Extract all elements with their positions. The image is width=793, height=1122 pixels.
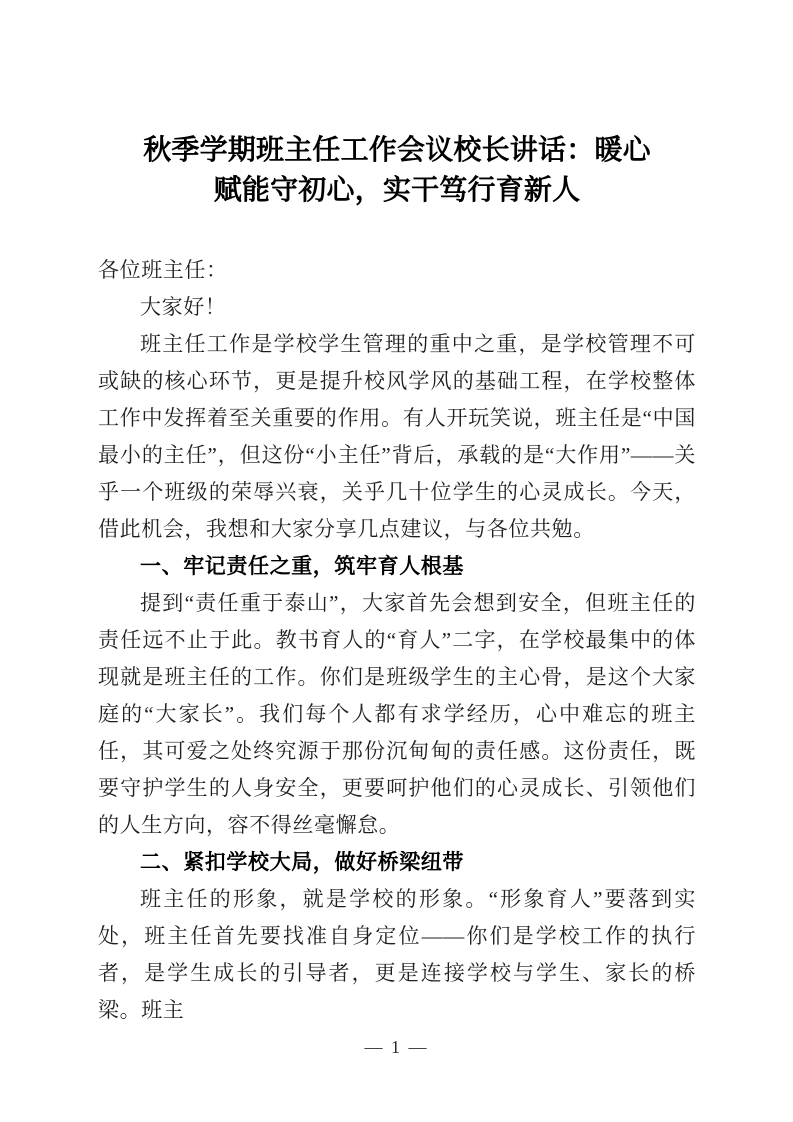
document-body: [98, 252, 696, 1029]
paragraph-intro: 班主任工作是学校学生管理的重中之重，是学校管理不可或缺的核心环节，更是提升校风学风的基础工程，在学校整体工作中发挥着至关重要的作用。有人开玩笑说，班主任是“中国最小的主任”，但这份“小主任”背后，承载的是“大作用”——关乎一个班级的荣辱兴衰，关乎几十位学生的心灵成长。今天，借此机会，我想和大家分享几点建议，与各位共勉。: [98, 332, 696, 541]
paragraph-section-2: 班主任的形象，就是学校的形象。“形象育人”要落到实处，班主任首先要找准自身定位——你们是学校工作的执行者，是学生成长的引导者，更是连接学校与学生、家长的桥梁。班主: [98, 887, 696, 1022]
page-number-footer: — 1 —: [364, 1037, 429, 1057]
title-line-2: 赋能守初心，实干笃行育新人: [213, 173, 581, 206]
title-line-1: 秋季学期班主任工作会议校长讲话：暖心: [143, 133, 651, 166]
section-heading-1: 一、牢记责任之重，筑牢育人根基: [140, 554, 464, 578]
section-heading-2: 二、紧扣学校大局，做好桥梁纽带: [140, 850, 464, 874]
salutation: 各位班主任：: [98, 258, 228, 282]
paragraph-greeting: 大家好！: [140, 295, 227, 319]
page-title: [98, 130, 696, 210]
document-content: [98, 130, 696, 1029]
paragraph-section-1: 提到“责任重于泰山”，大家首先会想到安全，但班主任的责任远不止于此。教书育人的“育人”二字，在学校最集中的体现就是班主任的工作。你们是班级学生的主心骨，是这个大家庭的“大家长”。我们每个人都有求学经历，心中难忘的班主任，其可爱之处终究源于那份沉甸甸的责任感。这份责任，既要守护学生的人身安全，更要呵护他们的心灵成长、引领他们的人生方向，容不得丝毫懈怠。: [98, 591, 696, 837]
